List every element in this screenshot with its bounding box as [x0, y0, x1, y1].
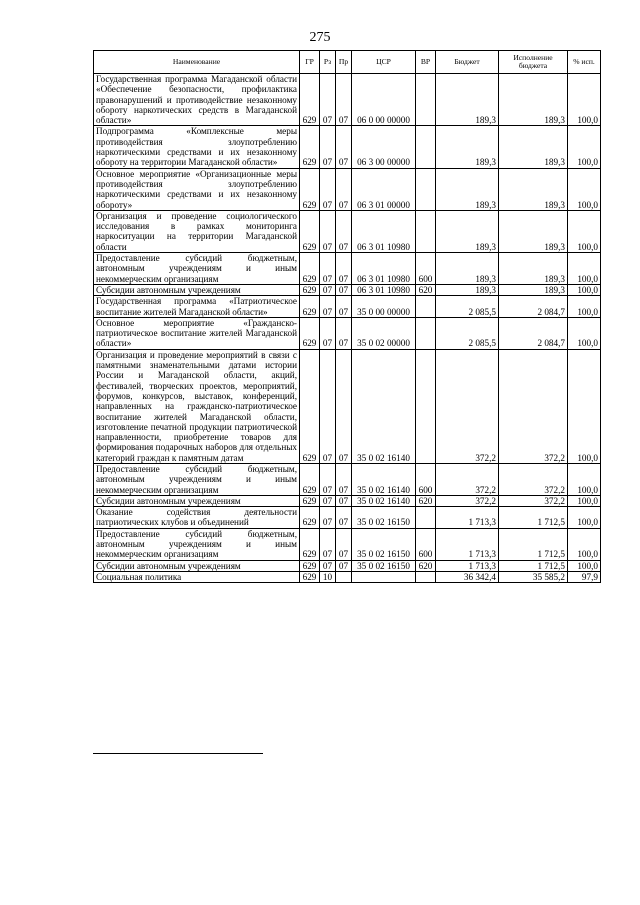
cell-rz: 10	[320, 571, 336, 582]
cell-gr: 629	[300, 349, 320, 463]
cell-pr: 07	[336, 349, 352, 463]
cell-percent: 100,0	[568, 528, 601, 560]
header-execution: Исполнение бюджета	[499, 51, 568, 74]
cell-rz: 07	[320, 528, 336, 560]
cell-pr: 07	[336, 495, 352, 506]
cell-vr	[416, 571, 436, 582]
cell-percent: 100,0	[568, 168, 601, 210]
table-row	[94, 560, 601, 571]
cell-execution: 1 712,5	[499, 507, 568, 529]
cell-gr: 629	[300, 168, 320, 210]
cell-csr: 35 0 02 16150	[352, 528, 416, 560]
cell-pr: 07	[336, 210, 352, 252]
cell-name: Подпрограмма «Комплексные меры противодействия злоупотреблению наркотическими средствами и их незаконному обороту на территории Магаданской области»	[94, 126, 300, 168]
cell-vr	[416, 168, 436, 210]
cell-gr: 629	[300, 571, 320, 582]
cell-rz: 07	[320, 463, 336, 495]
cell-csr: 35 0 00 00000	[352, 296, 416, 318]
cell-rz: 07	[320, 560, 336, 571]
cell-execution: 189,3	[499, 126, 568, 168]
cell-execution: 189,3	[499, 168, 568, 210]
cell-name: Предоставление субсидий бюджетным, автономным учреждениям и иным некоммерческим организациям	[94, 528, 300, 560]
cell-execution: 372,2	[499, 349, 568, 463]
cell-rz: 07	[320, 284, 336, 295]
cell-gr: 629	[300, 507, 320, 529]
table-row	[94, 495, 601, 506]
cell-budget: 1 713,3	[436, 528, 499, 560]
cell-execution: 189,3	[499, 253, 568, 285]
table-row	[94, 126, 601, 168]
header-gr: ГР	[300, 51, 320, 74]
cell-rz: 07	[320, 495, 336, 506]
cell-percent: 100,0	[568, 495, 601, 506]
cell-percent: 100,0	[568, 560, 601, 571]
cell-percent: 100,0	[568, 74, 601, 126]
header-budget: Бюджет	[436, 51, 499, 74]
cell-vr: 600	[416, 528, 436, 560]
cell-budget: 372,2	[436, 349, 499, 463]
cell-vr	[416, 296, 436, 318]
table-row	[94, 253, 601, 285]
cell-name: Субсидии автономным учреждениям	[94, 495, 300, 506]
cell-percent: 100,0	[568, 296, 601, 318]
cell-rz: 07	[320, 74, 336, 126]
cell-budget: 189,3	[436, 210, 499, 252]
cell-execution: 2 084,7	[499, 317, 568, 349]
cell-gr: 629	[300, 253, 320, 285]
cell-vr: 600	[416, 253, 436, 285]
cell-csr: 06 3 01 10980	[352, 284, 416, 295]
cell-name: Государственная программа Магаданской области «Обеспечение безопасности, профилактика правонарушений и противодействие незаконному обороту наркотических средств в Магаданской области»	[94, 74, 300, 126]
cell-percent: 100,0	[568, 284, 601, 295]
cell-rz: 07	[320, 126, 336, 168]
cell-execution: 372,2	[499, 495, 568, 506]
cell-percent: 100,0	[568, 210, 601, 252]
cell-name: Государственная программа «Патриотическое воспитание жителей Магаданской области»	[94, 296, 300, 318]
cell-vr: 620	[416, 495, 436, 506]
cell-csr: 35 0 02 16140	[352, 349, 416, 463]
header-vr: ВР	[416, 51, 436, 74]
cell-name: Субсидии автономным учреждениям	[94, 560, 300, 571]
cell-name: Социальная политика	[94, 571, 300, 582]
cell-execution: 189,3	[499, 284, 568, 295]
cell-name: Субсидии автономным учреждениям	[94, 284, 300, 295]
cell-percent: 100,0	[568, 507, 601, 529]
cell-rz: 07	[320, 210, 336, 252]
cell-pr: 07	[336, 507, 352, 529]
table-row	[94, 284, 601, 295]
cell-vr	[416, 74, 436, 126]
cell-pr: 07	[336, 528, 352, 560]
cell-csr: 06 0 00 00000	[352, 74, 416, 126]
cell-name: Оказание содействия деятельности патриотических клубов и объединений	[94, 507, 300, 529]
cell-pr: 07	[336, 296, 352, 318]
cell-pr: 07	[336, 168, 352, 210]
cell-execution: 372,2	[499, 463, 568, 495]
cell-budget: 372,2	[436, 463, 499, 495]
cell-gr: 629	[300, 210, 320, 252]
cell-csr: 35 0 02 16150	[352, 507, 416, 529]
cell-csr: 35 0 02 16150	[352, 560, 416, 571]
cell-budget: 2 085,5	[436, 296, 499, 318]
cell-csr	[352, 571, 416, 582]
cell-budget: 1 713,3	[436, 507, 499, 529]
cell-gr: 629	[300, 296, 320, 318]
cell-percent: 100,0	[568, 463, 601, 495]
table-row	[94, 74, 601, 126]
cell-percent: 97,9	[568, 571, 601, 582]
cell-budget: 189,3	[436, 74, 499, 126]
table-row	[94, 317, 601, 349]
header-percent: % исп.	[568, 51, 601, 74]
cell-execution: 189,3	[499, 210, 568, 252]
cell-pr: 07	[336, 74, 352, 126]
header-csr: ЦСР	[352, 51, 416, 74]
cell-vr: 620	[416, 560, 436, 571]
cell-rz: 07	[320, 349, 336, 463]
cell-execution: 189,3	[499, 74, 568, 126]
cell-rz: 07	[320, 507, 336, 529]
cell-name: Предоставление субсидий бюджетным, автономным учреждениям и иным некоммерческим организациям	[94, 463, 300, 495]
table-row	[94, 507, 601, 529]
cell-vr: 600	[416, 463, 436, 495]
cell-budget: 36 342,4	[436, 571, 499, 582]
table-row	[94, 168, 601, 210]
cell-budget: 189,3	[436, 253, 499, 285]
cell-execution: 1 712,5	[499, 528, 568, 560]
cell-csr: 35 0 02 16140	[352, 495, 416, 506]
cell-name: Организация и проведение мероприятий в связи с памятными знаменательными датами истории России и Магаданской области, акций, фестивалей, творческих проектов, мероприятий, форумов, конкурсов, выставок, конференций, направленных на гражданско-патриотическое воспитание жителей Магаданской области, изготовление печатной продукции патриотической направленности, приобретение товаров для формирования подарочных наборов для отдельных категорий граждан к памятным датам	[94, 349, 300, 463]
cell-name: Основное мероприятие «Организационные меры противодействия злоупотреблению наркотическими средствами и их незаконному обороту»	[94, 168, 300, 210]
cell-name: Основное мероприятие «Гражданско-патриотическое воспитание жителей Магаданской области»	[94, 317, 300, 349]
cell-pr: 07	[336, 463, 352, 495]
cell-gr: 629	[300, 317, 320, 349]
cell-pr: 07	[336, 253, 352, 285]
cell-csr: 06 3 00 00000	[352, 126, 416, 168]
cell-gr: 629	[300, 495, 320, 506]
table-row	[94, 296, 601, 318]
cell-pr: 07	[336, 317, 352, 349]
table-row	[94, 210, 601, 252]
cell-percent: 100,0	[568, 317, 601, 349]
cell-vr	[416, 507, 436, 529]
header-name: Наименование	[94, 51, 300, 74]
cell-rz: 07	[320, 168, 336, 210]
cell-gr: 629	[300, 528, 320, 560]
cell-gr: 629	[300, 74, 320, 126]
cell-pr: 07	[336, 284, 352, 295]
cell-gr: 629	[300, 284, 320, 295]
cell-csr: 06 3 01 10980	[352, 253, 416, 285]
budget-table	[93, 50, 601, 583]
table-header-row	[94, 51, 601, 74]
table-row	[94, 528, 601, 560]
header-rz: Рз	[320, 51, 336, 74]
cell-gr: 629	[300, 463, 320, 495]
cell-budget: 372,2	[436, 495, 499, 506]
cell-pr	[336, 571, 352, 582]
table-row	[94, 571, 601, 582]
cell-execution: 2 084,7	[499, 296, 568, 318]
cell-csr: 35 0 02 00000	[352, 317, 416, 349]
cell-budget: 189,3	[436, 126, 499, 168]
cell-name: Организация и проведение социологического исследования в рамках мониторинга наркоситуации на территории Магаданской области	[94, 210, 300, 252]
cell-percent: 100,0	[568, 126, 601, 168]
table-row	[94, 349, 601, 463]
cell-csr: 35 0 02 16140	[352, 463, 416, 495]
cell-pr: 07	[336, 126, 352, 168]
cell-execution: 35 585,2	[499, 571, 568, 582]
cell-gr: 629	[300, 126, 320, 168]
cell-gr: 629	[300, 560, 320, 571]
cell-rz: 07	[320, 253, 336, 285]
cell-budget: 189,3	[436, 284, 499, 295]
cell-budget: 189,3	[436, 168, 499, 210]
cell-budget: 1 713,3	[436, 560, 499, 571]
cell-csr: 06 3 01 00000	[352, 168, 416, 210]
footnote-separator-line	[93, 753, 263, 754]
cell-name: Предоставление субсидий бюджетным, автономным учреждениям и иным некоммерческим организациям	[94, 253, 300, 285]
cell-pr: 07	[336, 560, 352, 571]
cell-percent: 100,0	[568, 253, 601, 285]
page-number: 275	[309, 30, 331, 45]
cell-vr: 620	[416, 284, 436, 295]
cell-vr	[416, 126, 436, 168]
table-row	[94, 463, 601, 495]
cell-budget: 2 085,5	[436, 317, 499, 349]
cell-vr	[416, 349, 436, 463]
cell-rz: 07	[320, 296, 336, 318]
cell-rz: 07	[320, 317, 336, 349]
cell-csr: 06 3 01 10980	[352, 210, 416, 252]
cell-vr	[416, 210, 436, 252]
cell-vr	[416, 317, 436, 349]
cell-execution: 1 712,5	[499, 560, 568, 571]
header-pr: Пр	[336, 51, 352, 74]
cell-percent: 100,0	[568, 349, 601, 463]
